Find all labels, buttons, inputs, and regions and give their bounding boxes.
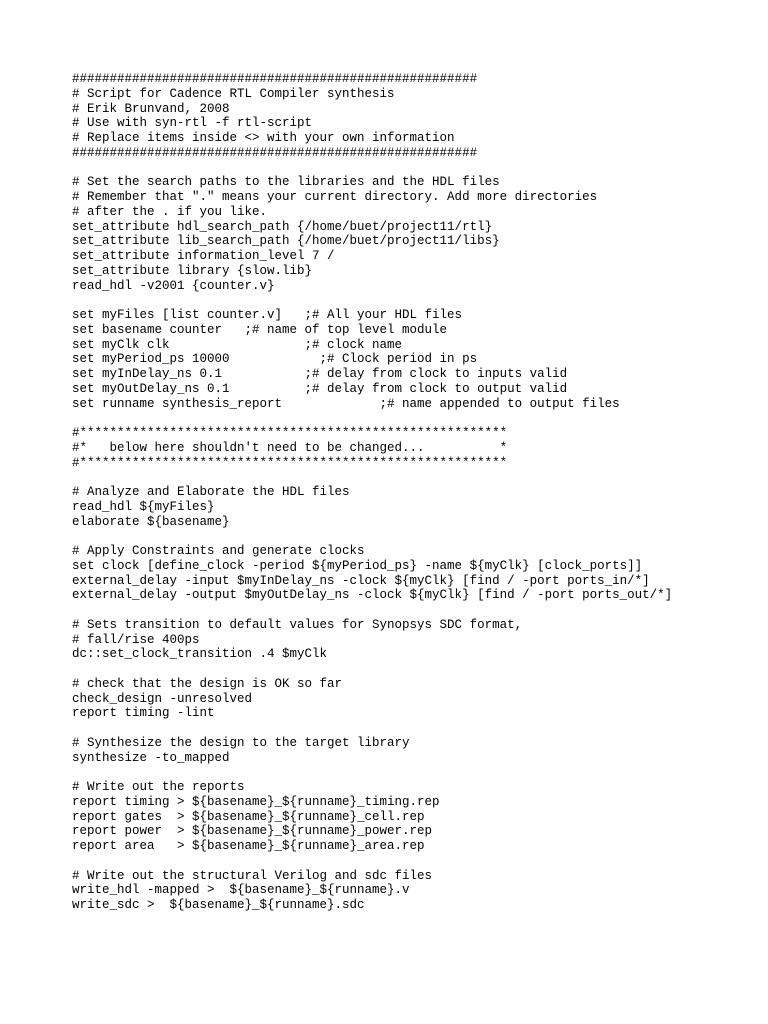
code-line: dc::set_clock_transition .4 $myClk	[72, 647, 328, 662]
code-line: #*********************************************************	[72, 455, 508, 470]
code-line: # Apply Constraints and generate clocks	[72, 544, 365, 558]
code-line: set_attribute lib_search_path {/home/buet/project11/libs}	[72, 234, 500, 249]
blank-line	[72, 470, 672, 485]
code-line: report timing -lint	[72, 706, 215, 721]
code-line: # Script for Cadence RTL Compiler synthesis	[72, 86, 395, 101]
code-line: write_hdl -mapped > ${basename}_${runname}.v	[72, 883, 410, 898]
blank-line	[72, 765, 672, 780]
code-line: synthesize -to_mapped	[72, 750, 230, 765]
blank-line	[72, 161, 672, 176]
blank-line	[72, 529, 672, 544]
code-line: read_hdl -v2001 {counter.v}	[72, 278, 275, 293]
code-line: set myPeriod_ps 10000 ;# Clock period in ps	[72, 352, 478, 367]
code-line: set_attribute information_level 7 /	[72, 249, 335, 263]
code-line: # Erik Brunvand, 2008	[72, 101, 230, 116]
code-line: external_delay -input $myInDelay_ns -clock ${myClk} [find / -port ports_in/*]	[72, 573, 650, 588]
code-line: set basename counter ;# name of top level module	[72, 322, 448, 337]
code-line: # Synthesize the design to the target library	[72, 735, 410, 750]
code-line: # Write out the structural Verilog and sdc files	[72, 868, 433, 883]
blank-line	[72, 603, 672, 618]
code-line: # Replace items inside <> with your own information	[72, 131, 455, 145]
code-line: # Sets transition to default values for Synopsys SDC format,	[72, 617, 523, 632]
code-line: report power > ${basename}_${runname}_power.rep	[72, 824, 433, 839]
blank-line	[72, 854, 672, 869]
code-line: check_design -unresolved	[72, 691, 253, 706]
code-line: write_sdc > ${basename}_${runname}.sdc	[72, 898, 365, 912]
code-line: # check that the design is OK so far	[72, 676, 343, 691]
code-line: report area > ${basename}_${runname}_area.rep	[72, 839, 425, 853]
code-line: set myOutDelay_ns 0.1 ;# delay from clock to output valid	[72, 381, 568, 396]
code-line: set myFiles [list counter.v] ;# All your HDL files	[72, 308, 463, 322]
code-line: set_attribute library {slow.lib}	[72, 263, 313, 278]
code-line: # Write out the reports	[72, 780, 245, 794]
code-line: # Set the search paths to the libraries and the HDL files	[72, 175, 500, 190]
code-line: ######################################################	[72, 145, 478, 160]
code-line: read_hdl ${myFiles}	[72, 499, 215, 514]
code-line: # after the . if you like.	[72, 204, 268, 219]
blank-line	[72, 662, 672, 677]
blank-line	[72, 293, 672, 308]
code-line: #*********************************************************	[72, 426, 508, 440]
blank-line	[72, 411, 672, 426]
code-line: report timing > ${basename}_${runname}_timing.rep	[72, 794, 440, 809]
code-line: # Analyze and Elaborate the HDL files	[72, 485, 350, 499]
code-line: set myInDelay_ns 0.1 ;# delay from clock to inputs valid	[72, 367, 568, 381]
code-line: # fall/rise 400ps	[72, 632, 200, 647]
code-line: set runname synthesis_report ;# name appended to output files	[72, 396, 620, 411]
blank-line	[72, 721, 672, 736]
code-line: external_delay -output $myOutDelay_ns -clock ${myClk} [find / -port ports_out/*]	[72, 588, 673, 603]
code-line: ######################################################	[72, 72, 478, 86]
rtl-compiler-script	[72, 72, 672, 913]
code-line: elaborate ${basename}	[72, 514, 230, 529]
code-line: set myClk clk ;# clock name	[72, 337, 403, 352]
code-line: set clock [define_clock -period ${myPeriod_ps} -name ${myClk} [clock_ports]]	[72, 558, 643, 573]
code-line: #* below here shouldn't need to be changed... *	[72, 440, 508, 455]
code-line: # Use with syn-rtl -f rtl-script	[72, 116, 313, 131]
code-line: report gates > ${basename}_${runname}_cell.rep	[72, 809, 425, 824]
code-line: set_attribute hdl_search_path {/home/buet/project11/rtl}	[72, 219, 493, 234]
code-line: # Remember that "." means your current directory. Add more directories	[72, 190, 598, 204]
